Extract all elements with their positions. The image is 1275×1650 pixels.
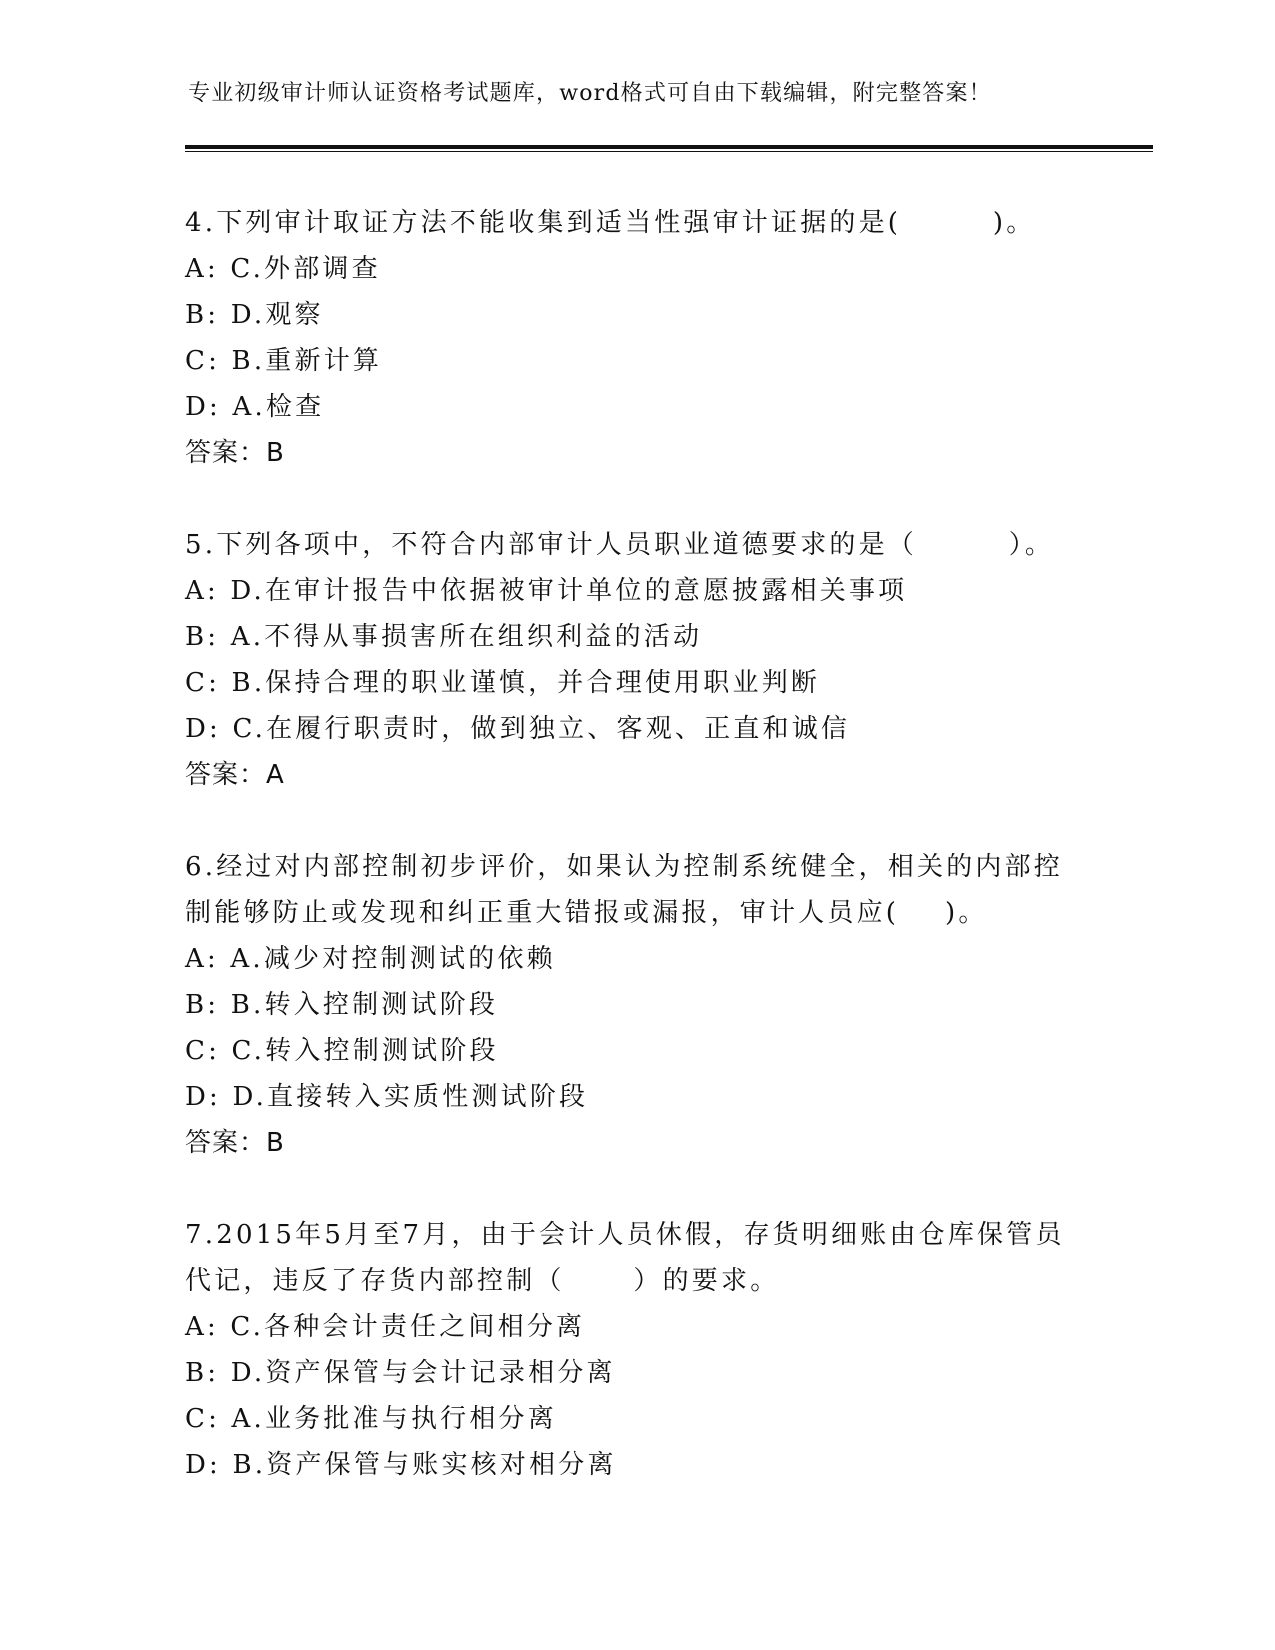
question-7	[185, 1212, 1085, 1488]
header-rule-thick	[185, 145, 1153, 149]
question-stem-line-2: 代记，违反了存货内部控制（ ）的要求。	[185, 1266, 780, 1296]
option-b: B: B.转入控制测试阶段	[185, 990, 499, 1020]
option-d: D: B.资产保管与账实核对相分离	[185, 1450, 617, 1480]
option-c: C: B.保持合理的职业谨慎，并合理使用职业判断	[185, 668, 821, 698]
option-b: B: D.观察	[185, 300, 324, 330]
option-b: B: D.资产保管与会计记录相分离	[185, 1358, 616, 1388]
option-a: A: A.减少对控制测试的依赖	[185, 944, 556, 974]
option-c: C: B.重新计算	[185, 346, 383, 376]
answer-line: 答案：A	[185, 760, 285, 790]
option-c: C: C.转入控制测试阶段	[185, 1036, 499, 1066]
question-stem-line-2: 制能够防止或发现和纠正重大错报或漏报，审计人员应( )。	[185, 898, 988, 928]
question-6	[185, 844, 1085, 1166]
question-list	[185, 200, 1085, 1488]
option-a: A: C.外部调查	[185, 254, 381, 284]
question-5	[185, 522, 1085, 798]
question-stem: 5.下列各项中，不符合内部审计人员职业道德要求的是（ ）。	[185, 530, 1055, 560]
option-c: C: A.业务批准与执行相分离	[185, 1404, 557, 1434]
answer-line: 答案：B	[185, 1128, 285, 1158]
option-d: D: D.直接转入实质性测试阶段	[185, 1082, 589, 1112]
option-a: A: C.各种会计责任之间相分离	[185, 1312, 586, 1342]
header-rule-thin	[185, 151, 1153, 152]
question-stem-line-1: 6.经过对内部控制初步评价，如果认为控制系统健全，相关的内部控	[185, 852, 1064, 882]
option-d: D: A.检查	[185, 392, 325, 422]
page-header-text: 专业初级审计师认证资格考试题库，word格式可自由下载编辑，附完整答案！	[188, 81, 992, 106]
answer-line: 答案：B	[185, 438, 285, 468]
option-b: B: A.不得从事损害所在组织利益的活动	[185, 622, 703, 652]
question-4	[185, 200, 1085, 476]
option-a: A: D.在审计报告中依据被审计单位的意愿披露相关事项	[185, 576, 908, 606]
option-d: D: C.在履行职责时，做到独立、客观、正直和诚信	[185, 714, 851, 744]
question-stem: 4.下列审计取证方法不能收集到适当性强审计证据的是( )。	[185, 208, 1036, 238]
question-stem-line-1: 7.2015年5月至7月，由于会计人员休假，存货明细账由仓库保管员	[185, 1220, 1065, 1250]
